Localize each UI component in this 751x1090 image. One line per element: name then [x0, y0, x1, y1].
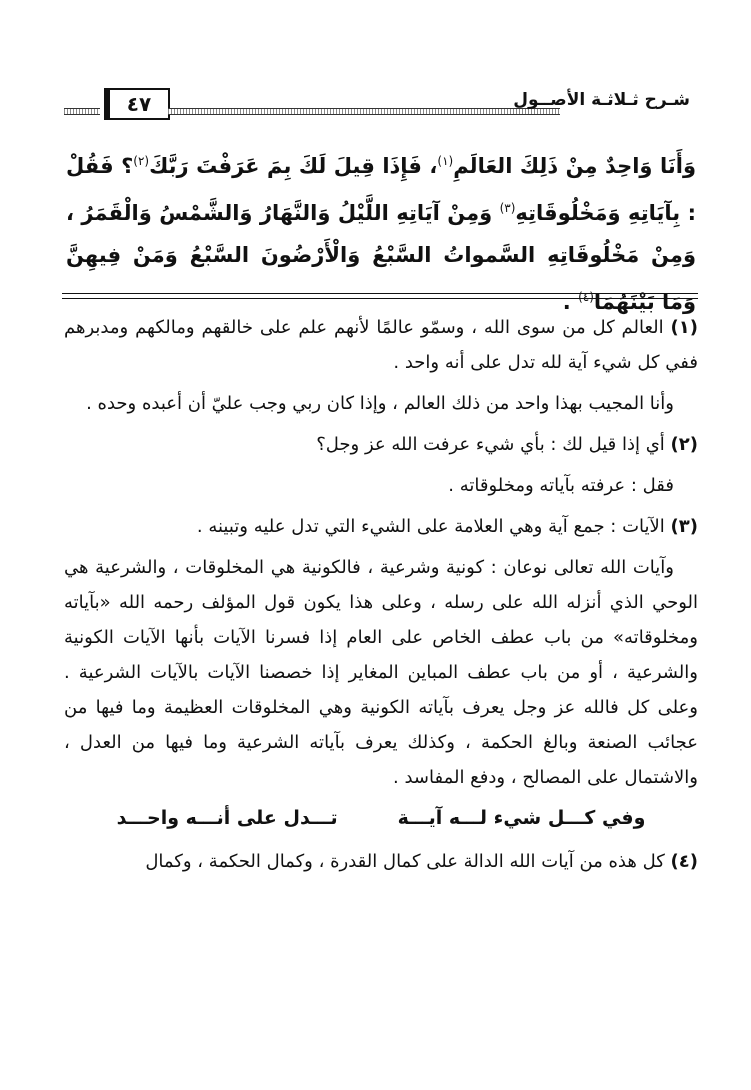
footnote-separator [62, 298, 698, 299]
footnote-1 [64, 310, 698, 380]
page-header [64, 86, 690, 126]
book-title: شـرح ثـلاثـة الأصــول [513, 90, 690, 110]
verse-hemistich-first: وفي كـــل شيء لـــه آيـــة [397, 807, 646, 829]
footnote-marker-4[interactable]: (٤) [578, 290, 594, 304]
footnotes [64, 310, 698, 885]
footnote-number: (١) [670, 317, 698, 338]
footnote-text: أي إذا قيل لك : بأي شيء عرفت الله عز وجل؟ [316, 434, 671, 455]
footnote-marker-2[interactable]: (٢) [133, 154, 150, 168]
footnote-3-paragraph: وآيات الله تعالى نوعان : كونية وشرعية ، فالكونية هي المخلوقات ، والشرعية هي الوحي الذي أنزله الله على رسله ، وعلى هذا يكون قول المؤلف رحمه الله «بآياته ومخلوقاته» من باب عطف الخاص على العام إذا فسرنا الآيات بأنها الآيات الكونية والشرعية ، أو من باب عطف المباين المغاير إذا خصصنا الآيات بالآيات الشرعية . وعلى كل فالله عز وجل يعرف بآياته الكونية وهي المخلوقات العظيمة وما فيها من عجائب الصنعة وبالغ الحكمة ، وكذلك يعرف بآياته الشرعية وما فيها من العدل ، والاشتمال على المصالح ، ودفع المفاسد . [64, 557, 698, 788]
footnote-4 [64, 844, 698, 879]
footnote-number: (٢) [670, 434, 698, 455]
footnote-text: العالم كل من سوى الله ، وسمّو عالمًا لأنهم علم على خالقهم ومالكهم ومدبرهم ففي كل شيء آية لله تدل على أنه واحد . [64, 317, 698, 373]
main-text-part: ؟ فَقُلْ : بِآيَاتِهِ وَمَخْلُوقَاتِهِ [66, 154, 696, 225]
footnote-1-paragraph: وأنا المجيب بهذا واحد من ذلك العالم ، وإذا كان ربي وجب عليّ أن أعبده وحده . [86, 393, 674, 414]
footnote-separator [62, 293, 698, 294]
footnote-marker-1[interactable]: (١) [437, 154, 454, 168]
footnote-number: (٤) [670, 851, 698, 872]
footnote-text: كل هذه من آيات الله الدالة على كمال القدرة ، وكمال الحكمة ، وكمال [145, 851, 671, 872]
footnote-3 [64, 509, 698, 544]
footnote-number: (٣) [670, 516, 698, 537]
header-rule [168, 108, 560, 115]
footnote-2 [64, 427, 698, 462]
footnote-2-paragraph: فقل : عرفته بآياته ومخلوقاته . [448, 475, 674, 496]
page-number: ٤٧ [104, 88, 170, 120]
main-text [66, 140, 696, 323]
main-text-part: . [562, 290, 579, 314]
poetry-verse [64, 801, 698, 836]
main-text-part: وَأَنَا وَاحِدٌ مِنْ ذَلِكَ العَالَمِ [453, 154, 696, 178]
main-text-part: ، فَإِذَا قِيلَ لَكَ بِمَ عَرَفْتَ رَبَّكَ [149, 154, 438, 178]
footnote-marker-3[interactable]: (٣) [499, 201, 516, 215]
main-text-part: وَمِنْ آيَاتِهِ اللَّيْلُ وَالنَّهَارُ وَالشَّمْسُ وَالْقَمَرُ ، وَمِنْ مَخْلُوقَاتِهِ السَّمواتُ السَّبْعُ وَالْأَرْضُونَ السَّبْعُ وَمَنْ فِيهِنَّ وَمَا بَيْنَهُمَا [66, 201, 696, 314]
footnote-text: الآيات : جمع آية وهي العلامة على الشيء التي تدل عليه وتبينه . [196, 516, 671, 537]
verse-hemistich-second: تـــدل على أنـــه واحـــد [116, 807, 338, 829]
header-rule-left [64, 108, 100, 115]
